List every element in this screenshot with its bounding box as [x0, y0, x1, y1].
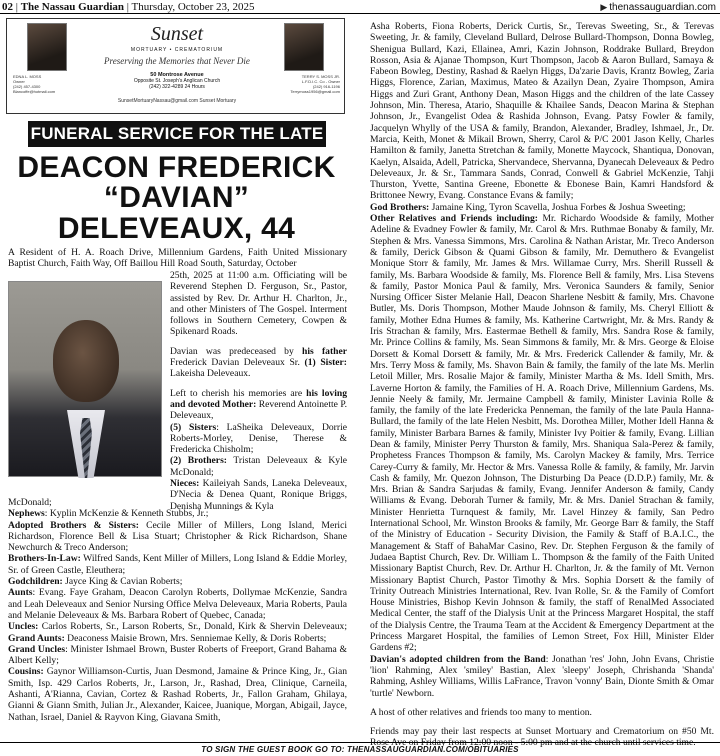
deceased-name-line2: “DAVIAN”: [103, 181, 250, 214]
masthead: [0, 0, 720, 14]
service-details: 25th, 2025 at 11:00 a.m. Officiating will be Reverend Stephen D. Ferguson, Sr., Pastor, assisted by Rev. Dr. Arthur H. Charlton, Jr., and other Ministers of The Gospel. Interment follows in Southern Cemetery, Cowpen & Spikenard Roads. Davian was predeceased by his father Frederick Davian Deleveaux Sr. (1) Sister: Lakeisha Deleveaux. Left to cherish his memories are his loving and devoted Mother: Reverend Antoinette P. Deleveaux, (5) Sisters: LaSheika Deleveaux, Dorrie Roberts-Morley, Denise, Therese & Fredericka Chisholm; (2) Brothers: Tristan Deleveaux & Kyle McDonald; Nieces: Kaileiyah Sands, Laneka Deleveaux, D'Necia & Denea Quant, Ronique Briggs, Denisha Munnings & Kyla: [170, 270, 347, 512]
host-paragraph: A host of other relatives and friends too many to mention.: [370, 706, 592, 718]
paper-name: The Nassau Guardian: [20, 1, 125, 13]
deceased-name-line3: DELEVEAUX, 44: [57, 212, 296, 245]
adopted-children-paragraph: Davian's adopted children from the Band: Jonathan 'res' John, John Evans, Christie 'lion' Rahming, Alex 'smiley' Bastian, Alex 'sleepy' Joseph, Chrishanda 'Shanda' Rahming, Ashley Williams, Willis LaFrance, Travon 'vonny' Bain, Dionte Smith & Omar 'turtle' Newborn.: [370, 653, 714, 699]
family-list-right: [370, 21, 714, 749]
nieces-paragraph: Nieces: Kaileiyah Sands, Laneka Deleveaux, D'Necia & Denea Quant, Ronique Briggs, Denisha Munnings & Kyla: [170, 478, 347, 512]
mortuary-logo: Sunset: [150, 23, 204, 45]
mortuary-ad: [6, 18, 345, 114]
triangle-icon: ▶: [600, 2, 608, 12]
nephews-paragraph: Nephews: Kyplin McKenzie & Kenneth Stubbs, Jr.;: [8, 508, 209, 520]
aunts-paragraph: Aunts: Evang. Faye Graham, Deacon Carolyn Roberts, Dollymae McKenzie, Sandra and Leah Deleveaux and Senior Nursing Office Melva Deleveaux, Maria Roberts, Paula and Melanie Deleveaux & Ms. Barbara Robert of Quebec, Canada;: [8, 587, 347, 621]
brothers-in-law-paragraph: Brothers-In-Law: Wilfred Sands, Kent Miller of Millers, Long Island & Eddie Morley, Sr. of Green Castle, Eleuthera;: [8, 553, 347, 576]
owner-info: EDNA L. MOSS Owner (242) 457-4300 Blancoffe@hotmail.com: [13, 74, 56, 94]
viewing-paragraph: Friends may pay their last respects at Sunset Mortuary and Crematorium on #50 Mt. Rose Ave on Friday from 12:00 noon - 5:00 pm and at the church until services time.: [370, 726, 714, 749]
page-number: 02: [2, 1, 13, 13]
site-url[interactable]: thenassauguardian.com: [609, 2, 716, 13]
predeceased-paragraph: Davian was predeceased by his father Frederick Davian Deleveaux Sr. (1) Sister: Lakeisha Deleveaux.: [170, 345, 347, 380]
other-relatives-paragraph: Other Relatives and Friends including: Mr. Richardo Woodside & family, Mother Adeline & Evadney Fowler & family, Mr. Carol & Mrs. Ruthmae Bonaby & family, Mr. Stephen & Mrs. Vanessa Simmons, Mrs. Carolina & Nathan Aristar, Mr. Treco Anderson & family, Derick Gibson & Quami Gibson & family, Mr. Demuthero & Evangelist Monique Storr & family, Mr. James & Mrs. Willamae Curry, Mrs. Sherill Russell & family, Ms. Barbara Woodside & family, Ms. Florence Bell & family, Mrs. Lisa Stevens & family, Pastor Monica Paul & family, Mrs. Veronica Saunders & family, Senior Nursing Officer Sister Melanie Hall, Deacon Sharlene Nesbitt & family, Mrs. Chavone Butler, Ms. Doris Thompson, Mother Maude Johnson & family, Ms. Cheryl Elliott & family, Mother Edna Humes & family, Ms. Katherine Cartwright, Mr. & Mrs. Randy & Iris Strachan & family, Mrs. Eastermae Bethell & family, Mrs. Sandra Rose & family, Mr. Prince Collins & family, Ms. Sean Simmons & family, Mr. & Mrs. George & Eloise Dorsett & Komal Dorsett & family, Mr. & Mrs. Frederick Callender & family, Mr. & Mrs. Terry Moss & family, Ms. Shavon Bain & family, the family of the late Ms. Merlin Letoil Miller, Mrs. Rosalie Major & family, Minister Martha & Ms. Idell Smith, Mrs. Laverne Horton & family, the Families of H. A. Roach Drive, Millennium Gardens, Ms. Jennie Neely & family, Mr. Jermaine Campbell & family, Minister Lavinia Rolle & family, the family of the late Fredericka Penneman, the family of the late Paula Hanna-Bullard, the family of the late Helen Nesbitt, Ms. Dorothea Miller, Mother Idell Hanna & family, Minister Barbara Barnes & family, Minister Ivy Poitier & family, Evang. Lillian Dean & family, Minister Perry Thurston & family, Mrs. Shaniqua Sala-Perez & family, Prophetess Frances Thompson & family, Ms. Carolyn Mackey & family, Mrs. Terrice Carey-Curry & family, Mr. Hector & Mrs. Vanessa Rolle & family, & family, Mr. Jarvin Cash & family, Mr. Quezon Johnson, The Disturbing Da Peace (D.D.P.) family, Mr. & Mrs. Brian & Sandra Sarjudas & family, Evang. Jennifer Anderson & family, Candy Williams & Evang. Deborah Turner & family, Mr. & Mrs. Daniel Strachan & family, Minister Henrietta Turnquest & family, Mr. Lavel Hinzey & family, San Pedro International School, Mr. Winston Brooks & family, Mr. George Barr & family, the Staff of the Ministry of Education - Security Division, the Family & Staff of B.A.I.C., the Management & Staff of BahaMar Casino, Rev. Dr. Stephen Ferguson & the family of Judaea Baptist Church, Rev. Dr. William L. Thompson & the family of the Faith United Missionary Baptist Church, Rev. Dr. Arthur H. Charlton, Jr. & the family of Mt. Vernon Missionary Baptist Church, Pastor Timothy & Mrs. Sophia Dorsett & the family of Trinity Outreach Ministries International, Rev. Ivan Rolle, Sr. & the Family of Comfort House Ministries, Bishop Kevin Johnson & family, the staff of RenalMed Associated Medical Center, the staff of the Dialysis Unit at the Princess Margaret Hospital, the staff of the Dialysis Centre, the Trauma Team at the Accident & Emergency Department at the Princess Margaret Hospital, the families of Lemon Street, Fox Hill, Minister Elder Gardens #2;: [370, 213, 714, 654]
deceased-name-line1: DEACON FREDERICK: [17, 151, 336, 184]
mortuary-logo-sub: MORTUARY • CREMATORIUM: [130, 47, 224, 53]
masthead-right: [600, 0, 716, 15]
service-banner: FUNERAL SERVICE FOR THE LATE: [28, 121, 326, 147]
cousins-paragraph: Cousins: Gaynor Williamson-Curtis, Juan Desmond, Jamaine & Prince King, Jr., Gian Smith, Isp. 429 Carlos Roberts, Jr., Larson, Jr., Rashad, Drea, Clinique, Carneila, Ashanti, A'Rianna, Cavian, Cortez & Rashad Roberts, Jr., Fallon Graham, Ghilaya, Gianni & Giann Smith, Julian Jr., Alexander, Kaicee, Juanique, Morgan, Abigail, Jayce, Nathan, Israel, Daniel & Rayvon King, Giavana Smith,: [8, 666, 347, 723]
grand-uncles-paragraph: Grand Uncles: Minister Ishmael Brown, Buster Roberts of Freeport, Grand Bahama & Albert Kelly;: [8, 643, 347, 667]
owner-photo: [27, 23, 67, 71]
god-brothers-paragraph: God Brothers: Jamaine King, Tyron Scavella, Joshua Forbes & Joshua Sweeting;: [370, 201, 686, 213]
issue-date: Thursday, October 23, 2025: [131, 1, 255, 13]
godchildren-paragraph: Godchildren: Jayce King & Cavian Roberts;: [8, 576, 183, 588]
family-list-left: McDonald; Nephews: Kyplin McKenzie & Kenneth Stubbs, Jr.; Adopted Brothers & Sisters: Cecile Miller of Millers, Long Island, Merici Richardson, Florence Bell & Lisa Stuart; Christopher & Rick Richardson, Shane Newchurch & Treco Anderson; Brothers-In-Law: Wilfred Sands, Kent Miller of Millers, Long Island & Eddie Morley, Sr. of Green Castle, Eleuthera; Godchildren: Jayce King & Cavian Roberts; Aunts: Evang. Faye Graham, Deacon Carolyn Roberts, Dollymae McKenzie, Sandra and Leah Deleveaux and Senior Nursing Office Melva Deleveaux, Maria Roberts, Paula and Melanie Deleveaux & Ms. Barbara Robert of Quebec, Canada; Uncles: Carlos Roberts, Sr., Larson Roberts, Sr., Donald, Kirk & Shervin Deleveaux; Grand Aunts: Deaconess Maisie Brown, Mrs. Senniemae Kelly, & Doris Roberts; Grand Uncles: Minister Ishmael Brown, Buster Roberts of Freeport, Grand Bahama & Albert Kelly; Cousins: Gaynor Williamson-Curtis, Juan Desmond, Jamaine & Prince King, Jr., Gian Smith, Isp. 429 Carlos Roberts, Jr., Larson, Jr., Rashad, Drea, Clinique, Carneila, Ashanti, A'Rianna, Cavian, Cortez & Rashad Roberts, Jr., Fallon Graham, Ghilaya, Gianni & Giann Smith, Julian Jr., Alexander, Kaicee, Juanique, Morgan, Abigail, Jayce, Nathan, Israel, Daniel & Rayvon King, Giavana Smith,: [8, 497, 347, 723]
masthead-left: 02 | The Nassau Guardian | Thursday, October 23, 2025: [2, 1, 255, 13]
sisters-paragraph: (5) Sisters: LaSheika Deleveaux, Dorrie Roberts-Morley, Denise, Therese & Fredericka Chisholm;: [170, 421, 347, 456]
co-owner-info: TERRY S. MOSS JR. L.F.D.I.C. Co - Owner (242) 916-1196 Terrymoss1956@gmail.com: [290, 74, 340, 94]
deceased-portrait: [8, 281, 162, 477]
uncles-paragraph: Uncles: Carlos Roberts, Sr., Larson Roberts, Sr., Donald, Kirk & Shervin Deleveaux; Grand Aunts: Deaconess Maisie Brown, Mrs. Senniemae Kelly, & Doris Roberts;: [8, 621, 347, 644]
mortuary-address: 50 Montrose Avenue Opposite St. Joseph's Anglican Church (242) 322-4289 24 Hours: [133, 72, 221, 90]
survivors-paragraph: Left to cherish his memories are his loving and devoted Mother: Reverend Antoinette P. Deleveaux,: [170, 387, 347, 422]
adopted-siblings-paragraph: Adopted Brothers & Sisters: Cecile Miller of Millers, Long Island, Merici Richardson, Florence Bell & Lisa Stuart; Christopher & Rick Richardson, Shane Newchurch & Treco Anderson;: [8, 519, 347, 554]
cousins-continued: Asha Roberts, Fiona Roberts, Derick Curtis, Sr., Terevas Sweeting, Sr., & Terevas Sweeting, Jr. & family, Cleveland Bullard, Delrose Bullard-Thompson, Donna Bowleg, Shenigua Bullard, Kazi, Ellainea, Amri, Kazin Johnson, Roddrake Bullard, Breydon Rosson, Asia & Ajanae Thompson, Kurt Thompson, Jacob & Aaron Bullard, Samaya & Fabeon Bowleg, Destiny, Rashad & Raelyn Higgs, Da'zarie Davis, Krantz Bowleg, Zaria Higgs, Florence, Zarian, Maximus, Mateo & Azailyn Dean, Zyaire Thompson, Amira Higgs and Zuri Grant, Anthony Dean, Mason Higgs and the children of the late Cassey Johnson, Min. Theresa, Atario, Shaquille & Khailee Sands, Deacon Marina & Stephan Johnson, Jr., Evangelist Odea & Rashida Johnson, Evang. Patsy Fowler & family, Jacquelyn Whylly of the USA & family, Brandon, Alexander, Bradley, Ishmael, Jr., Dr. Marcia, Keith, Monet & Mikail Brown, Sherry, Carol & P/C 2001 Jason Kelly, Charles Hamilton & family, Janetta Stretchan & family, Monette Maycock, Shantiqua, Donovan, Kaelyn, Alsaida, Adell, Patricka, Shervandece, Shervanna, Dyanecah Deleveaux & Pedro Deleveaux, Jr. & Sr., Tammara Sands, Conrad, Conwell & Gabriel McKenzie, Tahji Thurston, Yvette, Santina Greene, Ebonette & Ebonese Bain, Kamri Handsford & Brittonee Newry, Evang. Constance Evans & family;: [370, 21, 714, 202]
intro-paragraph: A Resident of H. A. Roach Drive, Millennium Gardens, Faith United Missionary Baptist Church, Faith Way, Off Baillou Hill Road South, Saturday, October: [8, 247, 347, 270]
mortuary-motto: Preserving the Memories that Never Die: [104, 56, 250, 66]
guest-book-footer[interactable]: TO SIGN THE GUEST BOOK GO TO: THENASSAUGUARDIAN.COM/OBITUARIES: [0, 742, 720, 756]
co-owner-photo: [284, 23, 324, 71]
mortuary-contact: SunsetMortuaryNassau@gmail.com Sunset Mortuary: [117, 98, 237, 104]
brothers-paragraph: (2) Brothers: Tristan Deleveaux & Kyle McDonald;: [170, 455, 347, 478]
